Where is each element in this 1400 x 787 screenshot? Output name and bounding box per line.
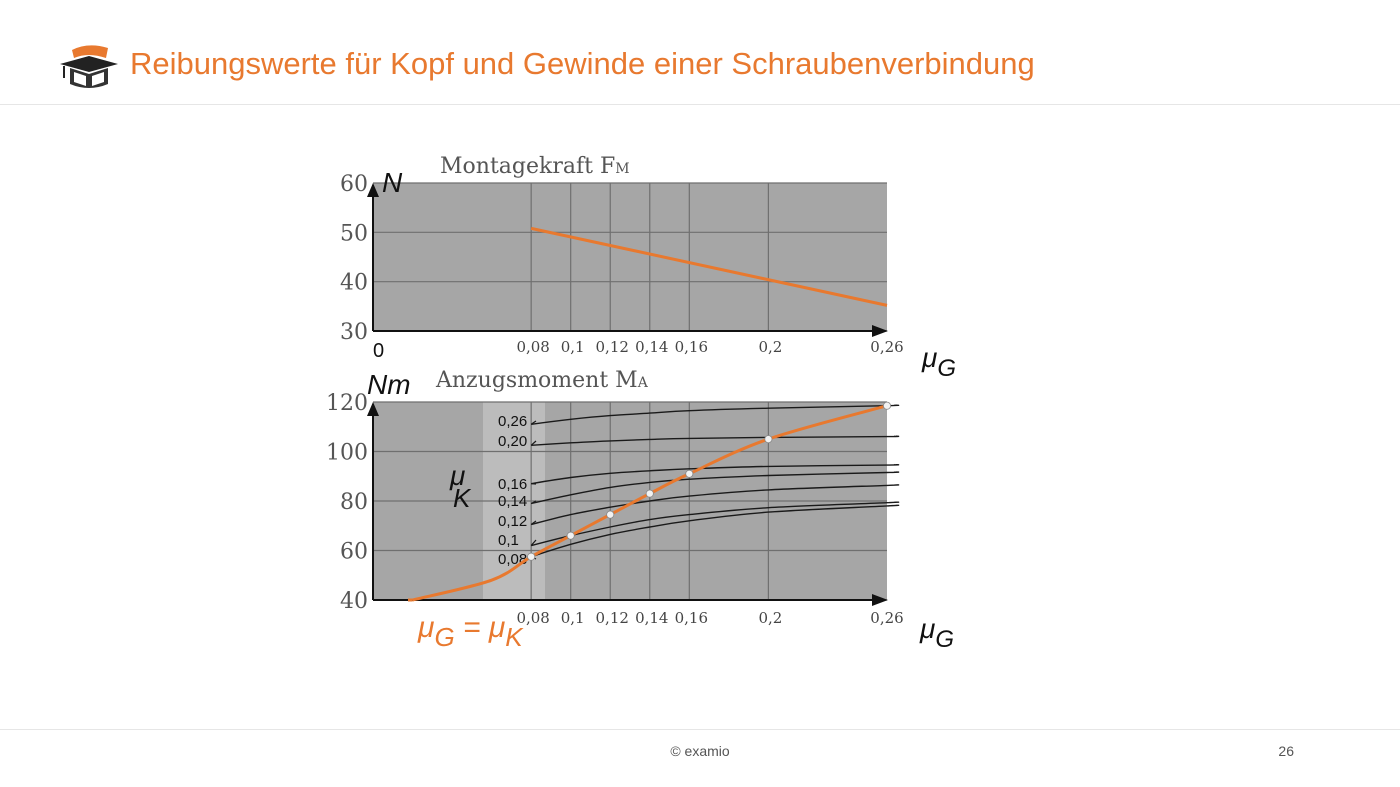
slide-header [0, 0, 1400, 105]
plot1-x-label: μG [922, 342, 957, 382]
plot2-x-label: μG [920, 613, 955, 653]
friction-chart [300, 140, 980, 660]
x-tick-label: 0,2 [758, 609, 783, 627]
plot1-origin-label: 0 [373, 340, 385, 362]
highlight-point [528, 553, 535, 560]
page-title: Reibungswerte für Kopf und Gewinde einer Schraubenverbindung [130, 46, 1035, 81]
highlight-point [765, 436, 772, 443]
x-tick-label: 0,26 [870, 609, 904, 627]
plot2-title: Anzugsmoment MA [436, 368, 648, 393]
highlight-point [567, 532, 574, 539]
x-tick-label: 0,12 [595, 609, 629, 627]
plot1-background [373, 183, 887, 331]
highlight-point [686, 470, 693, 477]
y-tick-label: 100 [326, 440, 368, 466]
y-tick-label: 120 [326, 391, 368, 416]
x-tick-label: 0,16 [674, 338, 709, 356]
footer-divider [0, 729, 1400, 730]
mu-k-label: 0,08 [498, 551, 528, 568]
plot1-y-ticks [340, 172, 368, 345]
footer-copyright: © examio [670, 743, 730, 759]
plot2-y-label: Nm [367, 369, 411, 400]
x-tick-label: 0,08 [516, 609, 550, 627]
highlight-label: μG = μK [418, 611, 523, 652]
plot2-x-ticks [516, 609, 903, 627]
highlight-point [607, 511, 614, 518]
y-tick-label: 60 [340, 539, 368, 565]
plot1-x-ticks [516, 338, 903, 356]
highlight-point [883, 402, 890, 409]
x-tick-label: 0,16 [674, 609, 709, 627]
x-tick-label: 0,08 [516, 338, 550, 356]
x-tick-label: 0,1 [560, 609, 585, 627]
mu-k-label: 0,26 [498, 413, 528, 430]
x-tick-label: 0,14 [635, 338, 669, 356]
x-tick-label: 0,1 [560, 338, 585, 356]
plot2-y-ticks [326, 391, 368, 614]
mu-k-label: 0,1 [498, 532, 519, 549]
mu-k-label: 0,16 [498, 476, 528, 493]
graduation-cap-book-icon [58, 40, 120, 96]
x-tick-label: 0,12 [595, 338, 629, 356]
x-tick-label: 0,26 [870, 338, 904, 356]
plot1-y-label: N [382, 167, 403, 198]
mu-k-label: 0,12 [498, 513, 528, 530]
page-number: 26 [1278, 743, 1294, 759]
y-tick-label: 30 [340, 320, 368, 345]
chart-canvas [300, 140, 980, 660]
y-tick-label: 60 [340, 172, 368, 197]
legend-title: μ K [450, 460, 471, 513]
y-tick-label: 50 [340, 221, 368, 247]
mu-k-label: 0,20 [498, 433, 528, 450]
y-tick-label: 40 [340, 270, 368, 296]
y-tick-label: 80 [340, 490, 368, 515]
highlight-point [646, 490, 653, 497]
x-tick-label: 0,2 [758, 338, 783, 356]
mu-k-label: 0,14 [498, 493, 528, 510]
plot1-title: Montagekraft FM [440, 154, 630, 179]
x-tick-label: 0,14 [635, 609, 669, 627]
y-tick-label: 40 [340, 589, 368, 614]
